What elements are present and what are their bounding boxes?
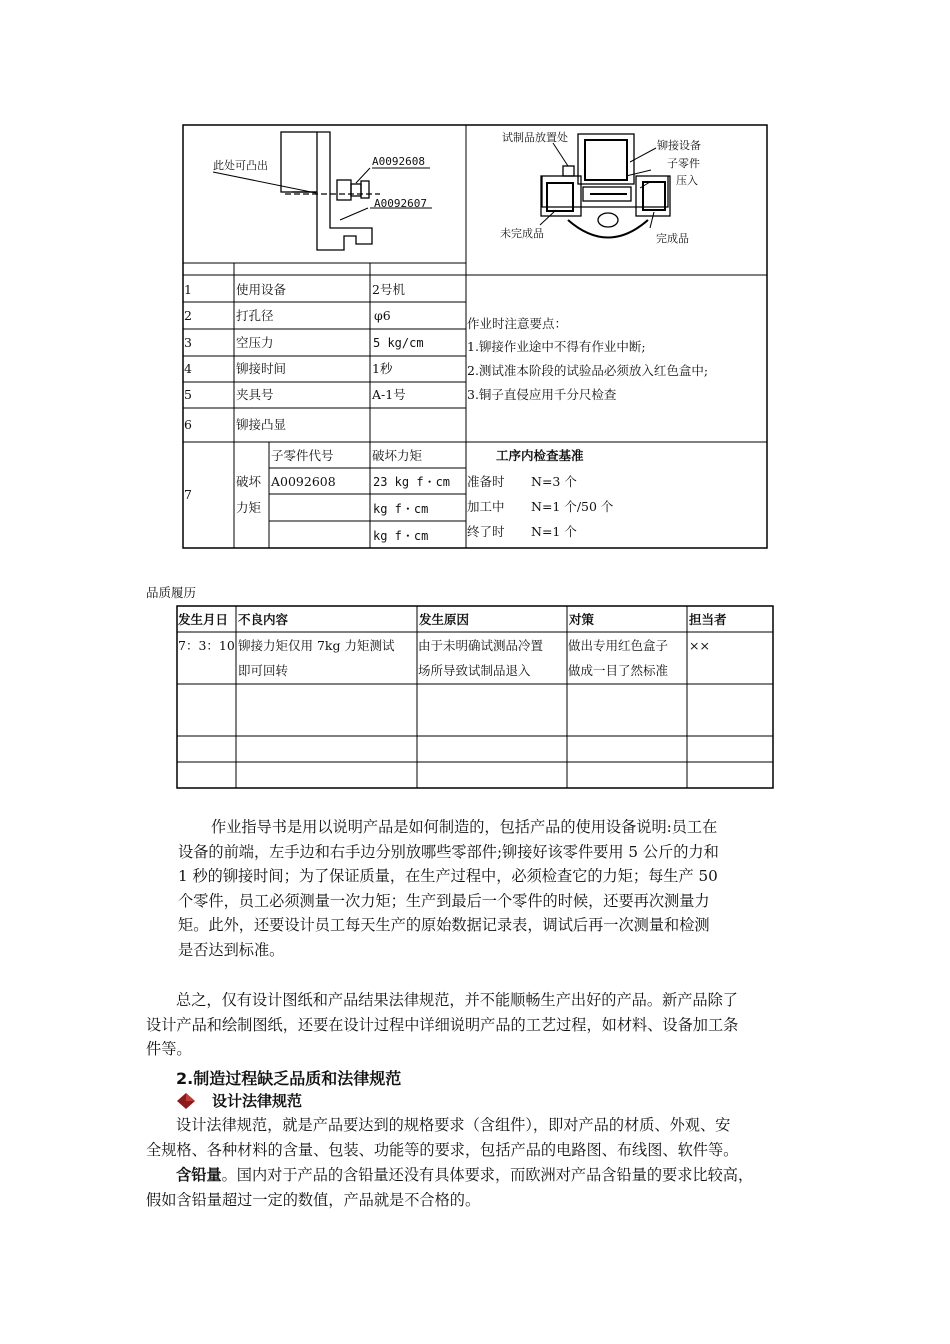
paragraph-work-instruction [178, 815, 719, 962]
text-line: 1 秒的铆接时间；为了保证质量，在生产过程中，必须检查它的力矩；每生产 50 [178, 867, 718, 885]
torque-header: 破坏力矩 [372, 448, 423, 463]
label-finished: 完成品 [656, 232, 689, 245]
torque-label: 破坏 [236, 474, 262, 489]
history-date: 7：3：10 [178, 638, 235, 653]
bracket-drawing [213, 132, 432, 250]
history-header-cause: 发生原因 [419, 612, 470, 627]
row-item: 夹具号 [236, 387, 274, 402]
row-no: 2 [184, 308, 192, 323]
history-header-owner: 担当者 [689, 612, 727, 627]
label-press-in: 压入 [676, 174, 698, 187]
work-instruction-table [0, 0, 950, 560]
text-line: 总之，仅有设计图纸和产品结果法律规范，并不能顺畅生产出好的产品。新产品除了 [176, 991, 738, 1009]
label-sample-place: 试制品放置处 [502, 131, 568, 144]
text-line: 设计法律规范，就是产品要达到的规格要求（含组件），即对产品的材质、外观、安 [176, 1116, 731, 1134]
history-measure: 做出专用红色盒子 [568, 638, 669, 653]
sub-part-code-header: 子零件代号 [271, 448, 334, 463]
row-no: 5 [184, 387, 192, 402]
lead-text: 。国内对于产品的含铅量还没有具体要求，而欧洲对产品含铅量的要求比较高， [221, 1166, 754, 1184]
text-line: 设备的前端，左手边和右手边分别放哪些零部件;铆接好该零件要用 5 公斤的力和 [178, 842, 719, 861]
row-item: 铆接时间 [236, 361, 287, 376]
history-defect: 即可回转 [238, 663, 289, 678]
section-title: 2.制造过程缺乏品质和法律规范 [176, 1069, 402, 1088]
note-item: 3.铜子直侵应用千分尺检查 [467, 387, 617, 402]
text-line: 件等。 [146, 1040, 192, 1058]
row-item: 使用设备 [236, 282, 287, 297]
workstation-drawing [540, 134, 670, 238]
history-cause: 由于未明确试测品冷置 [418, 638, 544, 653]
diamond-bullet-icon [176, 1092, 198, 1110]
row-item: 空压力 [236, 335, 274, 350]
torque-label: 力矩 [236, 500, 262, 515]
row-no: 6 [184, 417, 192, 432]
history-owner: ×× [689, 638, 710, 653]
inspection-stage: 准备时 [467, 474, 505, 489]
note-item: 1.铆接作业途中不得有作业中断; [467, 339, 646, 354]
row-value: 2号机 [372, 282, 405, 297]
text-line: 假如含铅量超过一定的数值，产品就是不合格的。 [146, 1190, 481, 1209]
history-header-defect: 不良内容 [238, 612, 289, 627]
row-item: 铆接凸显 [236, 417, 287, 432]
text-line: 全规格、各种材料的含量、包装、功能等的要求，包括产品的电路图、布线图、软件等。 [146, 1140, 739, 1159]
inspection-count: N=1 个/50 个 [531, 499, 614, 514]
label-unfinished: 未完成品 [500, 227, 544, 240]
note-item: 2.测试准本阶段的试验品必须放入红色盒中; [467, 363, 709, 378]
row-value: A-1号 [372, 387, 406, 402]
history-defect: 铆接力矩仅用 7kg 力矩测试 [238, 638, 395, 653]
history-header-measure: 对策 [569, 612, 595, 627]
sub-part-code: A0092608 [271, 474, 336, 489]
row-no: 7 [184, 487, 192, 502]
torque-value: kg f・cm [373, 529, 429, 543]
paragraph-lead [146, 1163, 753, 1212]
text-line: 矩。此外，还要设计员工每天生产的原始数据记录表，调试后再一次测量和检测 [178, 916, 710, 934]
subsection-title: 设计法律规范 [212, 1092, 303, 1110]
inspection-stage: 终了时 [467, 524, 505, 539]
label-sub-part: 子零件 [667, 157, 700, 170]
row-value: 5 kg/cm [373, 336, 424, 350]
label-part-a0092608: A0092608 [372, 155, 425, 168]
row-value: φ6 [374, 308, 391, 323]
paragraph-design-spec [146, 1113, 738, 1162]
label-rivet-device: 铆接设备 [657, 139, 701, 152]
inspection-title: 工序内检查基准 [496, 448, 584, 463]
label-part-a0092607: A0092607 [374, 197, 427, 210]
inspection-count: N=1 个 [531, 524, 577, 539]
history-title: 品质履历 [146, 585, 197, 600]
history-grid [0, 600, 950, 800]
paragraph-summary [146, 988, 738, 1062]
text-line: 设计产品和绘制图纸，还要在设计过程中详细说明产品的工艺过程，如材料、设备加工条 [146, 1015, 739, 1034]
row-item: 打孔径 [236, 308, 274, 323]
history-measure: 做成一目了然标准 [568, 663, 669, 678]
row-no: 4 [184, 361, 192, 376]
history-header-date: 发生月日 [178, 612, 229, 627]
torque-value: 23 kg f・cm [373, 475, 451, 489]
text-line: 个零件，员工必须测量一次力矩；生产到最后一个零件的时候，还要再次测量力 [178, 891, 710, 910]
row-value: 1秒 [372, 361, 393, 376]
torque-value: kg f・cm [373, 502, 429, 516]
text-line: 是否达到标准。 [178, 940, 285, 959]
text-line [146, 1163, 753, 1188]
inspection-stage: 加工中 [467, 499, 505, 514]
history-cause: 场所导致试制品退入 [418, 663, 531, 678]
text-line: 作业指导书是用以说明产品是如何制造的，包括产品的使用设备说明:员工在 [211, 818, 718, 836]
label-protrude: 此处可凸出 [213, 159, 268, 172]
lead-term: 含铅量 [176, 1166, 222, 1184]
row-no: 3 [184, 335, 192, 350]
quality-history-table [0, 600, 950, 800]
notes-title: 作业时注意要点： [467, 316, 568, 331]
row-no: 1 [184, 282, 192, 297]
inspection-count: N=3 个 [531, 474, 577, 489]
